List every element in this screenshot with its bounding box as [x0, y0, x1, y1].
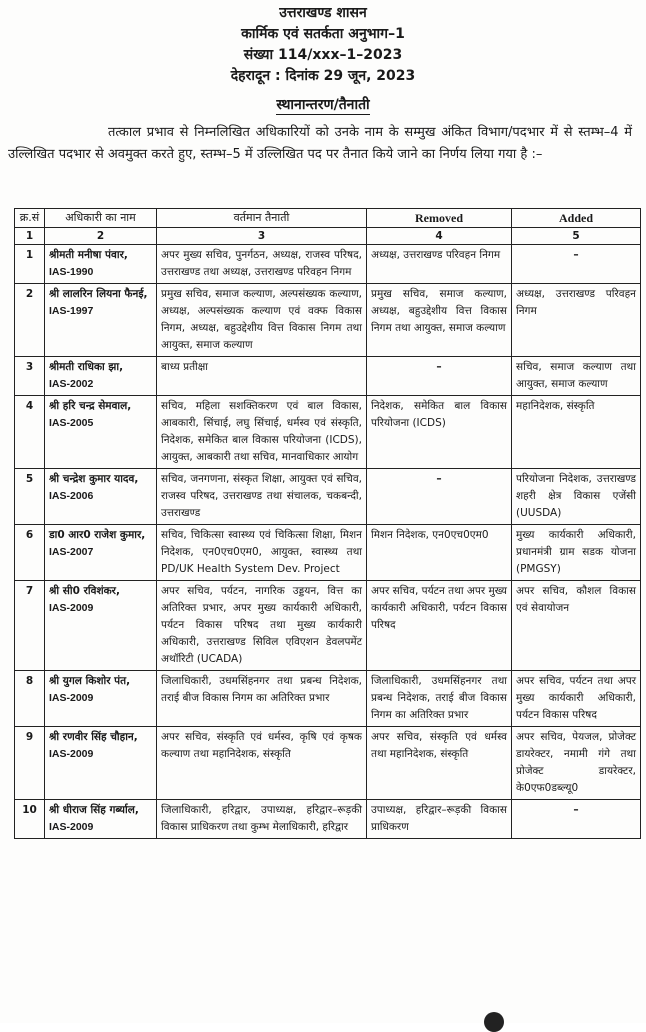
- officer-cadre: IAS-2009: [49, 692, 94, 704]
- added-posting: अपर सचिव, कौशल विकास एवं सेवायोजन: [512, 581, 641, 671]
- serial-number: 8: [15, 671, 45, 727]
- serial-number: 1: [15, 245, 45, 284]
- order-number: संख्या 114/xxx–1–2023: [243, 47, 403, 63]
- added-posting: मुख्य कार्यकारी अधिकारी, प्रधानमंत्री ग्राम सडक योजना (PMGSY): [512, 525, 641, 581]
- table-row: [15, 671, 641, 727]
- current-posting: अपर सचिव, संस्कृति एवं धर्मस्व, कृषि एवं कृषक कल्याण तथा महानिदेशक, संस्कृति: [157, 727, 367, 800]
- table-row: [15, 727, 641, 800]
- column-number: 5: [512, 228, 641, 245]
- officer-cadre: IAS-2005: [49, 417, 94, 429]
- officer-name-cell: [45, 671, 157, 727]
- officer-name: श्री सी0 रविशंकर,: [49, 585, 120, 597]
- officer-name-cell: [45, 727, 157, 800]
- removed-posting: मिशन निदेशक, एन0एच0एम0: [367, 525, 512, 581]
- officer-cadre: IAS-1990: [49, 266, 94, 278]
- current-posting: अपर मुख्य सचिव, पुनर्गठन, अध्यक्ष, राजस्व परिषद, उत्तराखण्ड तथा अध्यक्ष, उत्तराखण्ड परिवहन निगम: [157, 245, 367, 284]
- officer-cadre: IAS-2006: [49, 490, 94, 502]
- officer-name: श्री रणवीर सिंह चौहान,: [49, 731, 138, 743]
- serial-number: 2: [15, 284, 45, 357]
- officer-name-cell: [45, 469, 157, 525]
- officer-name-cell: [45, 396, 157, 469]
- officer-name: श्री चन्द्रेश कुमार यादव,: [49, 473, 139, 485]
- officer-cadre: IAS-2007: [49, 546, 94, 558]
- officer-name-cell: [45, 525, 157, 581]
- government-name: उत्तराखण्ड शासन: [279, 5, 367, 21]
- current-posting: प्रमुख सचिव, समाज कल्याण, अल्पसंख्यक कल्याण, अध्यक्ष, अल्पसंख्यक कल्याण एवं वक्फ विकास निगम, अध्यक्ष, बहुउद्देशीय वित्त विकास निगम तथा आयुक्त, समाज कल्याण: [157, 284, 367, 357]
- officer-name-cell: [45, 581, 157, 671]
- subject-text: स्थानान्तरण/तैनाती: [276, 97, 370, 113]
- officer-name: श्री युगल किशोर पंत,: [49, 675, 131, 687]
- added-posting: –: [512, 245, 641, 284]
- table-header-row: [15, 209, 641, 228]
- serial-number: 3: [15, 357, 45, 396]
- current-posting: सचिव, जनगणना, संस्कृत शिक्षा, आयुक्त एवं सचिव, राजस्व परिषद, उत्तराखण्ड तथा संचालक, चकबन्दी, उत्तराखण्ड: [157, 469, 367, 525]
- removed-posting: अपर सचिव, पर्यटन तथा अपर मुख्य कार्यकारी अधिकारी, पर्यटन विकास परिषद: [367, 581, 512, 671]
- place-date: देहरादून : दिनांक 29 जून, 2023: [230, 68, 416, 84]
- removed-posting: अध्यक्ष, उत्तराखण्ड परिवहन निगम: [367, 245, 512, 284]
- table-row: [15, 469, 641, 525]
- table-row: [15, 581, 641, 671]
- added-posting: परियोजना निदेशक, उत्तराखण्ड शहरी क्षेत्र विकास एजेंसी (UUSDA): [512, 469, 641, 525]
- table-row: [15, 245, 641, 284]
- removed-posting: जिलाधिकारी, उधमसिंहनगर तथा प्रबन्ध निदेशक, तराई बीज विकास निगम का अतिरिक्त प्रभार: [367, 671, 512, 727]
- subject-heading: [0, 95, 646, 114]
- officer-cadre: IAS-2009: [49, 748, 94, 760]
- officer-name-cell: [45, 284, 157, 357]
- table-row: [15, 525, 641, 581]
- officer-name: डा0 आर0 राजेश कुमार,: [49, 529, 146, 541]
- added-posting: अपर सचिव, पर्यटन तथा अपर मुख्य कार्यकारी अधिकारी, पर्यटन विकास परिषद: [512, 671, 641, 727]
- column-number-row: [15, 228, 641, 245]
- officer-cadre: IAS-1997: [49, 305, 94, 317]
- header-removed: Removed: [367, 209, 512, 228]
- header-added: Added: [512, 209, 641, 228]
- officer-name-cell: [45, 245, 157, 284]
- seal-mark: [484, 1012, 504, 1032]
- intro-paragraph: तत्काल प्रभाव से निम्नलिखित अधिकारियों को उनके नाम के सम्मुख अंकित विभाग/पदभार में से स्तम्भ–4 में उल्लिखित पदभार से अवमुक्त करते हुए, स्तम्भ–5 में उल्लिखित पद पर तैनात किये जाने का निर्णय लिया गया है :–: [8, 125, 632, 162]
- removed-posting: –: [367, 357, 512, 396]
- officer-cadre: IAS-2009: [49, 602, 94, 614]
- serial-number: 4: [15, 396, 45, 469]
- added-posting: –: [512, 800, 641, 839]
- current-posting: जिलाधिकारी, हरिद्वार, उपाध्यक्ष, हरिद्वार–रूड़की विकास प्राधिकरण तथा कुम्भ मेलाधिकारी, हरिद्वार: [157, 800, 367, 839]
- current-posting: सचिव, महिला सशक्तिकरण एवं बाल विकास, आबकारी, सिंचाई, लघु सिंचाई, धर्मस्व एवं संस्कृति, निदेशक, समेकित बाल विकास परियोजना (ICDS), आयुक्त, आबकारी तथा सचिव, मानवाधिकार आयोग: [157, 396, 367, 469]
- serial-number: 5: [15, 469, 45, 525]
- officer-cadre: IAS-2002: [49, 378, 94, 390]
- column-number: 1: [15, 228, 45, 245]
- table-row: [15, 396, 641, 469]
- table-row: [15, 357, 641, 396]
- table-row: [15, 800, 641, 839]
- column-number: 3: [157, 228, 367, 245]
- added-posting: सचिव, समाज कल्याण तथा आयुक्त, समाज कल्याण: [512, 357, 641, 396]
- officer-name: श्रीमती राधिका झा,: [49, 361, 124, 373]
- serial-number: 7: [15, 581, 45, 671]
- officer-name-cell: [45, 357, 157, 396]
- header-serial: क्र.सं: [15, 209, 45, 228]
- officer-name: श्री लालरिन लियना फैनई,: [49, 288, 148, 300]
- officer-name: श्री हरि चन्द्र सेमवाल,: [49, 400, 132, 412]
- transfer-table: [14, 208, 641, 839]
- added-posting: महानिदेशक, संस्कृति: [512, 396, 641, 469]
- department-name: कार्मिक एवं सतर्कता अनुभाग–1: [241, 26, 405, 42]
- removed-posting: निदेशक, समेकित बाल विकास परियोजना (ICDS): [367, 396, 512, 469]
- letterhead: [0, 0, 646, 87]
- added-posting: अपर सचिव, पेयजल, प्रोजेक्ट डायरेक्टर, नमामी गंगे तथा प्रोजेक्ट डायरेक्टर, के0एफ0डब्ल्यू0: [512, 727, 641, 800]
- current-posting: जिलाधिकारी, उधमसिंहनगर तथा प्रबन्ध निदेशक, तराई बीज विकास निगम का अतिरिक्त प्रभार: [157, 671, 367, 727]
- officer-name: श्रीमती मनीषा पंवार,: [49, 249, 128, 261]
- added-posting: अध्यक्ष, उत्तराखण्ड परिवहन निगम: [512, 284, 641, 357]
- column-number: 2: [45, 228, 157, 245]
- removed-posting: उपाध्यक्ष, हरिद्वार–रूड़की विकास प्राधिकरण: [367, 800, 512, 839]
- serial-number: 10: [15, 800, 45, 839]
- current-posting: अपर सचिव, पर्यटन, नागरिक उड्डयन, वित्त का अतिरिक्त प्रभार, अपर मुख्य कार्यकारी अधिकारी, पर्यटन विकास परिषद तथा मुख्य कार्यकारी अधिकारी, उत्तराखण्ड सिविल एविएशन डेवलपमेंट अथॉरिटी (UCADA): [157, 581, 367, 671]
- serial-number: 9: [15, 727, 45, 800]
- removed-posting: अपर सचिव, संस्कृति एवं धर्मस्व तथा महानिदेशक, संस्कृति: [367, 727, 512, 800]
- header-current-posting: वर्तमान तैनाती: [157, 209, 367, 228]
- officer-cadre: IAS-2009: [49, 821, 94, 833]
- officer-name-cell: [45, 800, 157, 839]
- table-row: [15, 284, 641, 357]
- header-officer-name: अधिकारी का नाम: [45, 209, 157, 228]
- removed-posting: प्रमुख सचिव, समाज कल्याण, अध्यक्ष, बहुउद्देशीय वित्त विकास निगम तथा आयुक्त, समाज कल्याण: [367, 284, 512, 357]
- officer-name: श्री धीराज सिंह गर्ब्याल,: [49, 804, 139, 816]
- removed-posting: –: [367, 469, 512, 525]
- column-number: 4: [367, 228, 512, 245]
- current-posting: सचिव, चिकित्सा स्वास्थ्य एवं चिकित्सा शिक्षा, मिशन निदेशक, एन0एच0एम0, आयुक्त, स्वास्थ्य तथा PD/UK Health System Dev. Project: [157, 525, 367, 581]
- current-posting: बाध्य प्रतीक्षा: [157, 357, 367, 396]
- serial-number: 6: [15, 525, 45, 581]
